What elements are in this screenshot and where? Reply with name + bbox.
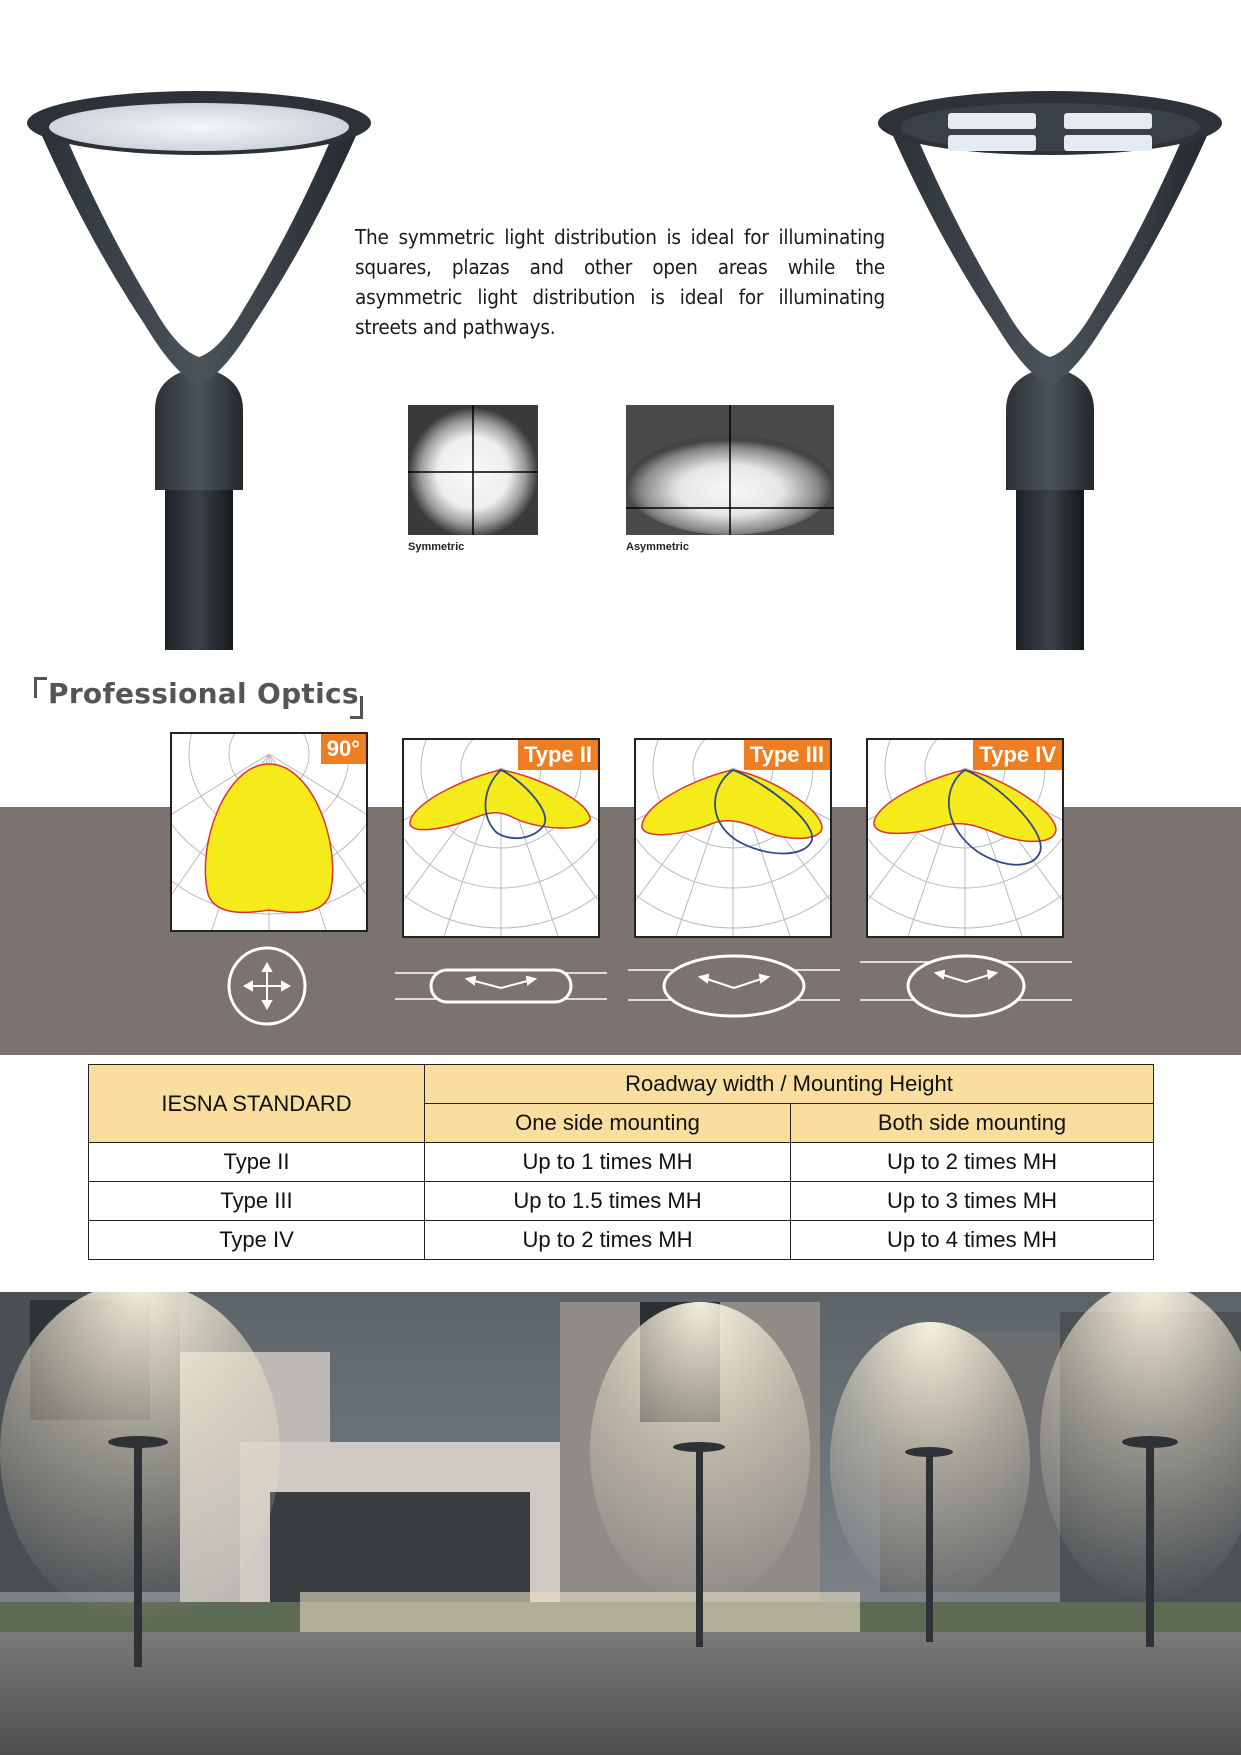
polar-diagram-type-iii [634,738,832,938]
type-cell: Type II [89,1143,425,1182]
asymmetric-caption: Asymmetric [626,541,689,553]
badge-type-iv: Type IV [973,740,1062,770]
one-side-header: One side mounting [425,1104,791,1143]
one-side-cell: Up to 1 times MH [425,1143,791,1182]
lamp-symmetric-illustration [25,85,385,650]
one-side-cell: Up to 1.5 times MH [425,1182,791,1221]
both-side-cell: Up to 4 times MH [791,1221,1154,1260]
both-side-header: Both side mounting [791,1104,1154,1143]
roadway-width-header: Roadway width / Mounting Height [425,1065,1154,1104]
lamp-asymmetric-illustration [876,85,1236,650]
intro-paragraph: The symmetric light distribution is ideal for illuminating squares, plazas and other open areas while the asymmetric light distribution is ideal for illuminating streets and pathways. [355,225,885,339]
section-title: Professional Optics [48,677,359,710]
type-cell: Type III [89,1182,425,1221]
badge-90: 90° [321,734,366,764]
symmetric-road-icon [225,944,309,1033]
type-cell: Type IV [89,1221,425,1260]
polar-diagram-90 [170,732,368,932]
table-row [89,1182,1154,1221]
type-iii-road-icon [628,950,840,1027]
table-row [89,1143,1154,1182]
badge-type-iii: Type III [744,740,830,770]
type-iv-road-icon [860,950,1072,1027]
heading-corner-right [350,696,363,719]
badge-type-ii: Type II [518,740,598,770]
asymmetric-distribution-image [626,405,834,535]
heading-corner-left [34,677,47,698]
symmetric-distribution-image [408,405,538,535]
polar-diagram-type-ii [402,738,600,938]
symmetric-caption: Symmetric [408,541,465,553]
both-side-cell: Up to 3 times MH [791,1182,1154,1221]
polar-diagram-type-iv [866,738,1064,938]
both-side-cell: Up to 2 times MH [791,1143,1154,1182]
type-ii-road-icon [395,956,607,1021]
iesna-standard-header: IESNA STANDARD [89,1065,425,1143]
table-row [89,1221,1154,1260]
night-street-scene-photo [0,1292,1241,1755]
iesna-table [88,1064,1154,1260]
one-side-cell: Up to 2 times MH [425,1221,791,1260]
